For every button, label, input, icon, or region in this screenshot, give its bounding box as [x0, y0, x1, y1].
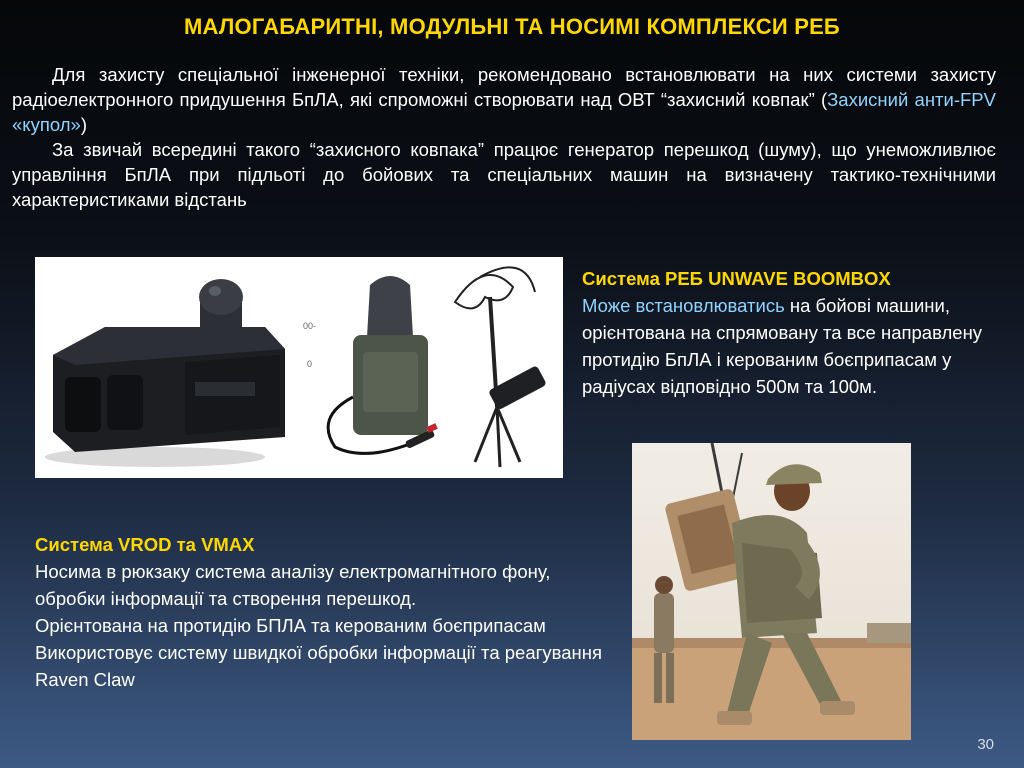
svg-text:00-: 00- [303, 321, 317, 331]
page-number: 30 [977, 736, 994, 753]
anti-fpv-dome-link: Захисний анти-FPV «купол» [12, 89, 996, 135]
equipment-illustration [35, 257, 563, 478]
svg-text:0: 0 [307, 359, 313, 369]
vrod-description [35, 531, 625, 693]
vrod-line-2: Орієнтована на протидію БПЛА та керованим боєприпасам [35, 615, 546, 636]
intro-paragraph-2: За звичай всередині такого “захисного ковпака” працює генератор перешкод (шуму), що унеможливлює управління БпЛА при підльоті до бойових та спеціальних машин на визначену тактико-технічними характеристиками відстань [12, 139, 996, 210]
intro-paragraph-1 [12, 62, 996, 137]
slide-title: МАЛОГАБАРИТНІ, МОДУЛЬНІ ТА НОСИМІ КОМПЛЕКСИ РЕБ [184, 14, 840, 39]
soldier-backpack-photo [632, 443, 911, 740]
intro-p1-start: Для захисту спеціальної інженерної техніки, рекомендовано встановлювати на них системи захисту радіоелектронного придушення БпЛА, які спроможні створювати над ОВТ “захисний ковпак” ( [12, 64, 996, 110]
vrod-line-3: Використовує систему швидкої обробки інформації та реагування Raven Claw [35, 642, 602, 690]
boombox-equipment-photo [35, 257, 563, 478]
intro-text [12, 62, 996, 212]
boombox-heading: Система РЕБ UNWAVE BOOMBOX [582, 268, 891, 289]
vrod-heading: Система VROD та VMAX [35, 534, 255, 555]
boombox-desc-text: на бойові машини, орієнтована на спрямовану та все направлену протидію БпЛА і керованим боєприпасам у радіусах відповідно 500м та 100м. [582, 295, 983, 397]
intro-p1-end: ) [80, 114, 87, 135]
boombox-description [582, 265, 1002, 400]
vrod-line-1: Носима в рюкзаку система аналізу електромагнітного фону, обробки інформації та створення перешкод. [35, 561, 551, 609]
boombox-install-highlight: Може встановлюватись [582, 295, 785, 316]
soldier-illustration [632, 443, 911, 740]
